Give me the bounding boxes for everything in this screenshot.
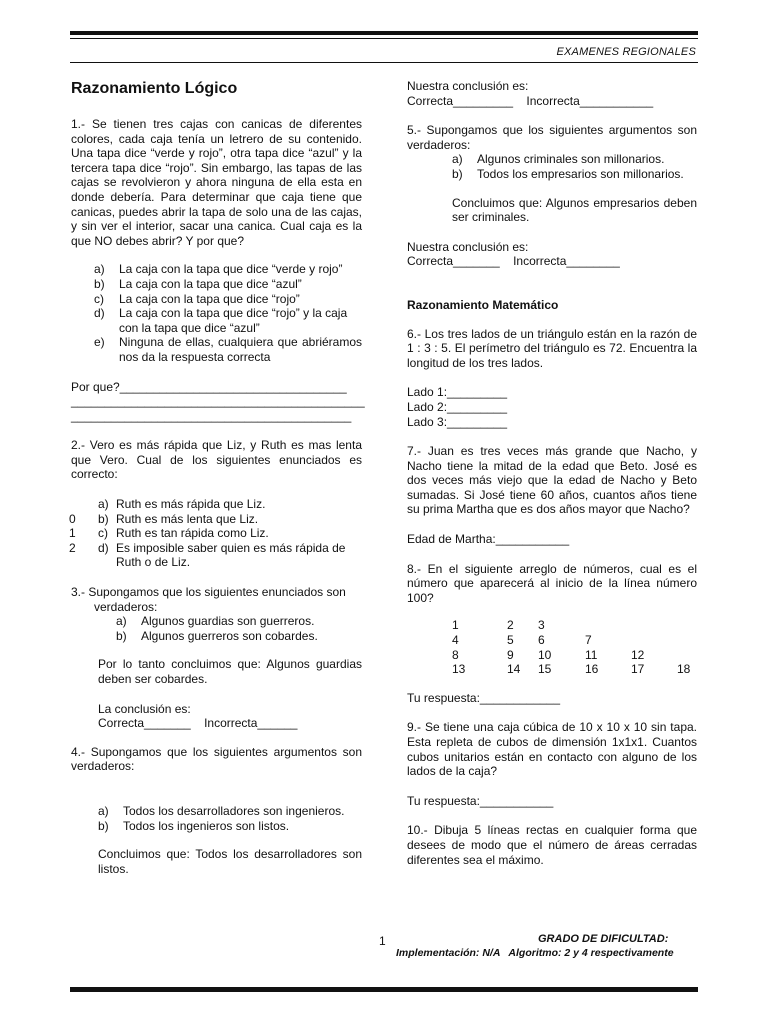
q2-option-d: 2 d) Es imposible saber quien es más rápida de Ruth o de Liz. xyxy=(69,540,346,570)
q9-answer: Tu respuesta:___________ xyxy=(407,793,554,808)
q6-text: 6.- Los tres lados de un triángulo están en la razón de 1 : 3 : 5. El perímetro del triángulo es 72. Encuentra la longitud de los tres lados. xyxy=(407,326,697,370)
left-column xyxy=(69,79,365,876)
q7-answer: Edad de Martha:___________ xyxy=(407,532,570,547)
q8-number-array xyxy=(452,618,690,676)
q1-porque-line1: Por que?__________________________________ xyxy=(71,379,347,394)
q4-conclusion-label: Nuestra conclusión es: xyxy=(407,79,529,93)
header-title: EXAMENES REGIONALES xyxy=(556,46,696,58)
q1-porque-line3: __________________________________________ xyxy=(71,408,352,423)
header-rule xyxy=(70,62,698,63)
q1-porque-line2: ____________________________________________ xyxy=(71,394,365,409)
bottom-rule xyxy=(70,987,698,992)
q1-text: 1.- Se tienen tres cajas con canicas de diferentes colores, cada caja tenía un letrero de su contenido. Una tapa dice “verde y rojo”, otra tapa dice “azul” y la tercera tapa dice “rojo”. Sin embargo, las tapas de las cajas se revolvieron y ahora ninguna de ella esta en donde debería. Para determinar que caja tiene que canicas, puedes abrir la tapa de solo una de las cajas, y sin ver el interior, sacar una canica. Cual caja es la que NO debes abrir? Y por que? xyxy=(71,117,362,248)
q8-row: 13 14 15 16 17 18 xyxy=(452,662,691,677)
page-number: 1 xyxy=(379,934,386,948)
q3-text-2: verdaderos: xyxy=(94,599,158,614)
q1-option-e: e) Ninguna de ellas, cualquiera que abriéramos nos da la respuesta correcta xyxy=(94,335,362,364)
top-rule-thin xyxy=(70,38,698,39)
q3-conclusion: Por lo tanto concluimos que: Algunos guardias deben ser cobardes. xyxy=(98,657,362,686)
q8-row: 8 9 10 11 12 xyxy=(452,647,645,662)
q9-text: 9.- Se tiene una caja cúbica de 10 x 10 x 10 sin tapa. Esta repleta de cubos de dimensión 1x1x1. Cuantos cubos unitarios están en contacto con alguno de los lados de la caja? xyxy=(407,720,697,779)
q8-row: 4 5 6 7 xyxy=(452,633,592,648)
q5-answer-line: Correcta_______ Incorrecta________ xyxy=(407,254,620,269)
q3-option-b: b) Algunos guerreros son cobardes. xyxy=(116,628,318,643)
footer-implementacion: Implementación: N/A Algoritmo: 2 y 4 respectivamente xyxy=(396,947,674,959)
q3-conclusion-label: La conclusión es: xyxy=(98,701,191,716)
q1-option-c: c) La caja con la tapa que dice “rojo” xyxy=(94,291,300,306)
q5-text: 5.- Supongamos que los siguientes argumentos son verdaderos: xyxy=(407,123,697,152)
q2-option-a: a) Ruth es más rápida que Liz. xyxy=(98,497,266,512)
q3-answer-line: Correcta_______ Incorrecta______ xyxy=(98,716,298,731)
q4-text: 4.- Supongamos que los siguientes argumentos son verdaderos: xyxy=(71,744,362,774)
q4-conclusion: Concluimos que: Todos los desarrolladores son listos. xyxy=(98,847,362,876)
q2-text: 2.- Vero es más rápida que Liz, y Ruth es mas lenta que Vero. Cual de los siguientes enunciados es correcto: xyxy=(71,438,362,482)
q4-options xyxy=(71,804,362,833)
q1-option-a: a) La caja con la tapa que dice “verde y rojo” xyxy=(94,262,343,277)
q4-option-b: b) Todos los ingenieros son listos. xyxy=(98,818,290,833)
q10-text: 10.- Dibuja 5 líneas rectas en cualquier forma que desees de modo que el número de áreas cerradas diferentes sea el máximo. xyxy=(407,823,697,867)
q8-row: 1 2 3 xyxy=(452,618,545,633)
q5-conclusion: Concluimos que: Algunos empresarios deben ser criminales. xyxy=(452,195,697,225)
q1-options xyxy=(71,262,362,364)
q5-options xyxy=(407,152,697,181)
q3-text-1: 3.- Supongamos que los siguientes enunciados son xyxy=(71,585,346,600)
q8-answer: Tu respuesta:____________ xyxy=(407,690,561,705)
q6-lado-3: Lado 3:_________ xyxy=(407,414,508,429)
q1-option-b: b) La caja con la tapa que dice “azul” xyxy=(94,276,302,291)
q6-lado-1: Lado 1:_________ xyxy=(407,385,508,400)
q4-answer-line: Correcta_________ Incorrecta___________ xyxy=(407,93,654,108)
q4-option-a: a) Todos los desarrolladores son ingenieros. xyxy=(98,803,345,818)
q2-option-c: 1 c) Ruth es tan rápida como Liz. xyxy=(69,526,269,541)
q5-option-b: b) Todos los empresarios son millonarios. xyxy=(452,166,684,181)
section-title-logico: Razonamiento Lógico xyxy=(71,80,238,97)
q7-text: 7.- Juan es tres veces más grande que Nacho, y Nacho tiene la mitad de la edad que Beto. José es dos veces más viejo que la edad de Nacho y Beto sumadas. Si José tiene 60 años, cuantos años tiene su prima Martha que es dos años mayor que Nacho? xyxy=(407,444,697,517)
q3-option-a: a) Algunos guardias son guerreros. xyxy=(116,614,315,629)
q3-options xyxy=(71,614,362,643)
right-column xyxy=(407,79,697,867)
q8-text: 8.- En el siguiente arreglo de números, cual es el número que aparecerá al inicio de la línea número 100? xyxy=(407,561,697,605)
q2-option-b: 0 b) Ruth es más lenta que Liz. xyxy=(69,511,259,526)
section-title-matematico: Razonamiento Matemático xyxy=(407,297,559,312)
q1-option-d: d) La caja con la tapa que dice “rojo” y la caja con la tapa que dice “azul” xyxy=(94,306,348,335)
q6-lado-2: Lado 2:_________ xyxy=(407,399,508,414)
q5-option-a: a) Algunos criminales son millonarios. xyxy=(452,152,665,167)
top-rule xyxy=(70,31,698,35)
footer-grado: GRADO DE DIFICULTAD: xyxy=(538,933,669,945)
q5-conclusion-label: Nuestra conclusión es: xyxy=(407,239,529,254)
q2-options xyxy=(71,497,362,570)
